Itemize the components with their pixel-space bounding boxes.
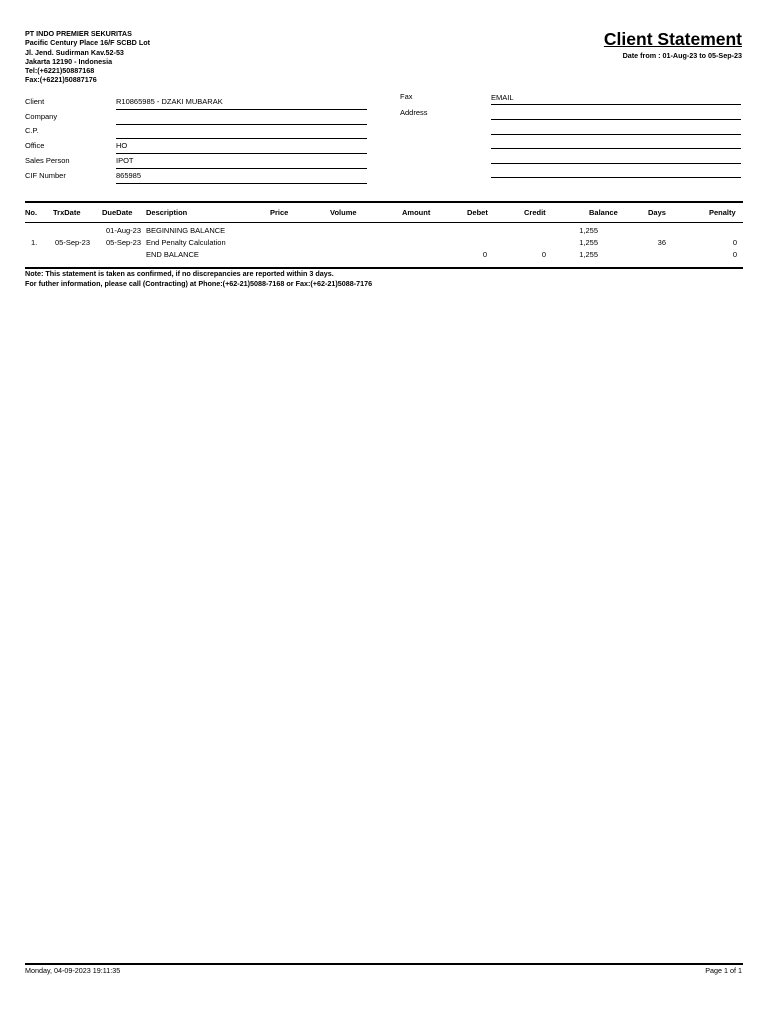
address-underline-5	[491, 177, 741, 178]
company-underline	[116, 124, 367, 125]
address-underline-3	[491, 148, 741, 149]
address-underline-1	[491, 119, 741, 120]
company-address-line-2: Jl. Jend. Sudirman Kav.52-53	[25, 47, 124, 57]
header-price: Price	[270, 208, 289, 217]
client-value: R10865985 - DZAKI MUBARAK	[116, 97, 223, 106]
header-penalty: Penalty	[709, 208, 736, 217]
cell-description: END BALANCE	[146, 250, 199, 259]
office-value: HO	[116, 141, 128, 150]
cell-trxdate: 05-Sep-23	[55, 238, 91, 247]
cif-number-underline	[116, 183, 367, 184]
cell-penalty: 0	[732, 238, 737, 247]
cell-credit: 0	[541, 250, 546, 259]
header-volume: Volume	[330, 208, 357, 217]
cell-no: 1.	[31, 238, 38, 247]
header-balance: Balance	[589, 208, 618, 217]
header-credit: Credit	[524, 208, 546, 217]
cp-label: C.P.	[25, 126, 39, 135]
cell-duedate: 05-Sep-23	[106, 238, 142, 247]
cell-balance: 1,255	[579, 226, 598, 235]
company-tel: Tel:(+6221)50887168	[25, 66, 95, 76]
company-fax: Fax:(+6221)50887176	[25, 75, 97, 85]
sales-person-underline	[116, 168, 367, 169]
cell-description: End Penalty Calculation	[146, 238, 226, 247]
header-description: Description	[146, 208, 188, 217]
note-line-2: For futher information, please call (Contracting) at Phone:(+62-21)5088-7168 or Fax:(+62-21)5088-7176	[25, 279, 373, 288]
email-underline	[491, 104, 741, 105]
office-label: Office	[25, 141, 45, 150]
company-label: Company	[25, 112, 58, 121]
cell-duedate: 01-Aug-23	[106, 226, 142, 235]
cell-penalty: 0	[732, 250, 737, 259]
page-number: Page 1 of 1	[705, 966, 742, 975]
statement-note	[25, 269, 372, 289]
cell-balance: 1,255	[579, 238, 598, 247]
cell-description: BEGINNING BALANCE	[146, 226, 226, 235]
footer-rule	[25, 963, 743, 965]
cif-number-label: CIF Number	[25, 171, 66, 180]
company-address-line-3: Jakarta 12190 - Indonesia	[25, 56, 113, 66]
date-range: Date from : 01-Aug-23 to 05-Sep-23	[622, 51, 742, 60]
office-underline	[116, 153, 367, 154]
cif-number-value: 865985	[116, 171, 142, 180]
company-name: PT INDO PREMIER SEKURITAS	[25, 29, 132, 38]
company-address-line-1: Pacific Century Place 16/F SCBD Lot	[25, 38, 151, 48]
company-header	[25, 29, 150, 85]
address-label: Address	[400, 108, 428, 117]
cell-balance: 1,255	[579, 250, 598, 259]
table-top-rule	[25, 201, 743, 203]
email-label: EMAIL	[491, 93, 514, 102]
client-label: Client	[25, 97, 45, 106]
sales-person-value: IPOT	[116, 156, 134, 165]
header-trxdate: TrxDate	[53, 208, 81, 217]
header-amount: Amount	[402, 208, 431, 217]
client-underline	[116, 109, 367, 110]
header-duedate: DueDate	[102, 208, 133, 217]
cp-underline	[116, 138, 367, 139]
address-underline-4	[491, 163, 741, 164]
table-header-rule	[25, 222, 743, 223]
header-debet: Debet	[467, 208, 488, 217]
header-no: No.	[25, 208, 38, 217]
note-line-1: Note: This statement is taken as confirmed, if no discrepancies are reported within 3 days.	[25, 269, 334, 278]
statement-title: Client Statement	[603, 29, 742, 49]
sales-person-label: Sales Person	[25, 156, 70, 165]
cell-debet: 0	[482, 250, 487, 259]
address-underline-2	[491, 134, 741, 135]
header-days: Days	[648, 208, 666, 217]
fax-label: Fax	[400, 92, 413, 101]
cell-days: 36	[657, 238, 666, 247]
print-timestamp: Monday, 04-09-2023 19:11:35	[25, 966, 121, 975]
